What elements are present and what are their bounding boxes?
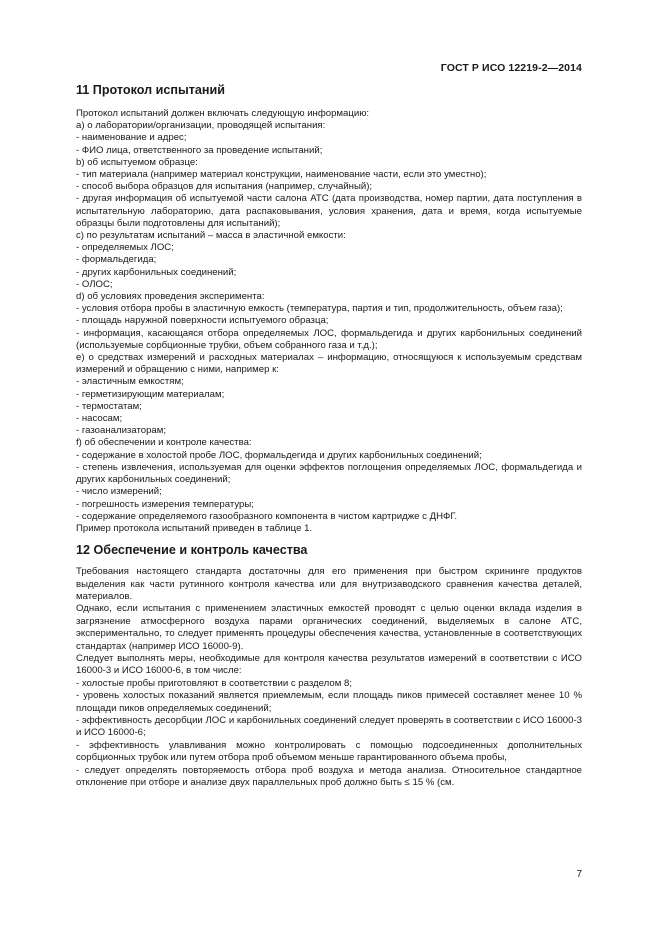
- text-line: - информация, касающаяся отбора определяемых ЛОС, формальдегида и других карбонильных соединений (используемые сорбционные трубки, объем собранного газа и т.д.);: [76, 327, 582, 351]
- text-line: а) о лаборатории/организации, проводящей испытания:: [76, 120, 326, 132]
- text-line: - число измерений;: [76, 486, 162, 498]
- section-12-title: 12 Обеспечение и контроль качества: [76, 543, 308, 558]
- text-line: - формальдегида;: [76, 254, 157, 266]
- text-line: - насосам;: [76, 413, 123, 425]
- text-line: - холостые пробы приготовляют в соответствии с разделом 8;: [76, 677, 352, 689]
- text-line: c) по результатам испытаний – масса в эластичной емкости:: [76, 230, 346, 242]
- text-line: b) об испытуемом образце:: [76, 156, 198, 168]
- text-line: d) об условиях проведения эксперимента:: [76, 291, 265, 303]
- document-header: ГОСТ Р ИСО 12219-2—2014: [440, 62, 582, 74]
- text-line: f) об обеспечении и контроле качества:: [76, 437, 252, 449]
- text-line: - другая информация об испытуемой части салона АТС (дата производства, номер партии, дата поступления в испытательную лабораторию, дата распаковывания, условия хранения, дата и время, когда испытуемые образцы были подготовлены для испытаний);: [76, 193, 582, 229]
- text-line: - эффективность улавливания можно контролировать с помощью подсоединенных дополнительных сорбционных трубок или путем отбора проб объемом меньше гарантированного объема пробы,: [76, 739, 582, 764]
- text-line: - герметизирующим материалам;: [76, 388, 225, 400]
- text-line: - ОЛОС;: [76, 278, 113, 290]
- section-12-body: [76, 566, 582, 789]
- text-line: - определяемых ЛОС;: [76, 242, 174, 254]
- text-line: - содержание определяемого газообразного компонента в чистом картридже с ДНФГ.: [76, 510, 458, 522]
- text-line: - ФИО лица, ответственного за проведение испытаний;: [76, 144, 323, 156]
- text-line: - погрешность измерения температуры;: [76, 498, 254, 510]
- text-line: - степень извлечения, используемая для оценки эффектов поглощения определяемых ЛОС, формальдегида и других карбонильных соединений;: [76, 461, 582, 486]
- text-line: - других карбонильных соединений;: [76, 266, 237, 278]
- text-line: - термостатам;: [76, 400, 142, 412]
- text-line: - эластичным емкостям;: [76, 376, 184, 388]
- text-line: Следует выполнять меры, необходимые для контроля качества результатов измерений в соответствии с ИСО 16000-3 и ИСО 16000-6, в том числе:: [76, 652, 582, 677]
- text-line: - наименование и адрес;: [76, 132, 187, 144]
- text-line: - тип материала (например материал конструкции, наименование части, если это уместно);: [76, 169, 487, 181]
- text-line: Однако, если испытания с применением эластичных емкостей проводят с целью оценки вклада изделия в загрязнение атмосферного воздуха парами органических соединений, выделяемых в салоне АТС, экспериментально, то следует применять процедуры обеспечения качества, установленные в соответствующих стандартах (например ИСО 16000-9).: [76, 603, 582, 652]
- text-line: - уровень холостых показаний является приемлемым, если площадь пиков примесей составляет менее 10 % площади пиков определяемых соединений;: [76, 690, 582, 714]
- text-line: - следует определять повторяемость отбора проб воздуха и метода анализа. Относительное стандартное отклонение при отборе и анализе двух параллельных проб должно быть ≤ 15 % (см.: [76, 764, 582, 789]
- text-line: - площадь наружной поверхности испытуемого образца;: [76, 315, 329, 327]
- text-line: - газоанализаторам;: [76, 425, 167, 437]
- text-line: Пример протокола испытаний приведен в таблице 1.: [76, 522, 313, 534]
- text-line: Протокол испытаний должен включать следующую информацию:: [76, 108, 370, 119]
- section-11-body: [76, 108, 582, 535]
- page-number: 7: [576, 869, 582, 880]
- text-line: Требования настоящего стандарта достаточны для его применения при быстром скрининге продуктов выделения как части рутинного контроля качества или для внутризаводского сравнения качества деталей, материалов.: [76, 566, 582, 602]
- text-line: - способ выбора образцов для испытания (например, случайный);: [76, 181, 373, 193]
- text-line: - содержание в холостой пробе ЛОС, формальдегида и других карбонильных соединений;: [76, 449, 482, 461]
- text-line: е) о средствах измерений и расходных материалах – информацию, относящуюся к используемым средствам измерений и обращению с ними, например к:: [76, 352, 582, 376]
- text-line: - условия отбора пробы в эластичную емкость (температура, партия и тип, продолжительность, объем газа);: [76, 303, 563, 315]
- section-11-title: 11 Протокол испытаний: [76, 83, 226, 97]
- text-line: - эффективность десорбции ЛОС и карбонильных соединений следует проверять в соответствии с ИСО 16000-3 и ИСО 16000-6;: [76, 714, 582, 739]
- page-content: [76, 82, 582, 789]
